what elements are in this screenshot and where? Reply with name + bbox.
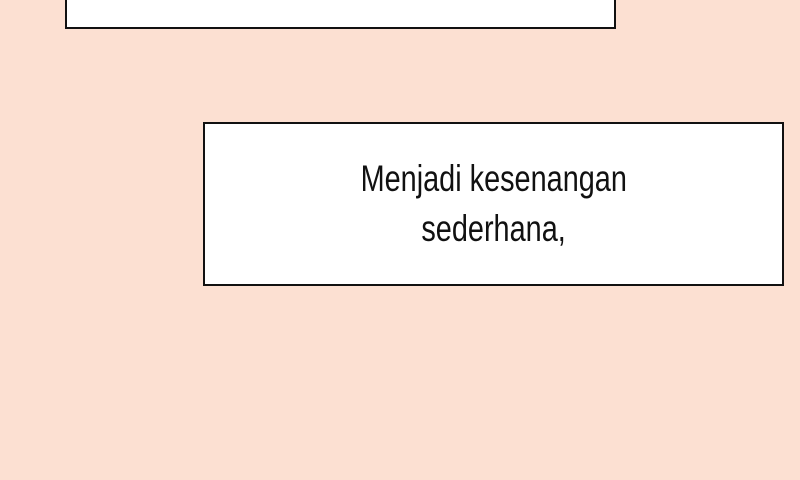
caption-line-2: sederhana, [421, 208, 566, 249]
caption-box-top [65, 0, 616, 29]
caption-line-1: Menjadi kesenangan [360, 158, 627, 199]
caption-box [203, 122, 784, 286]
